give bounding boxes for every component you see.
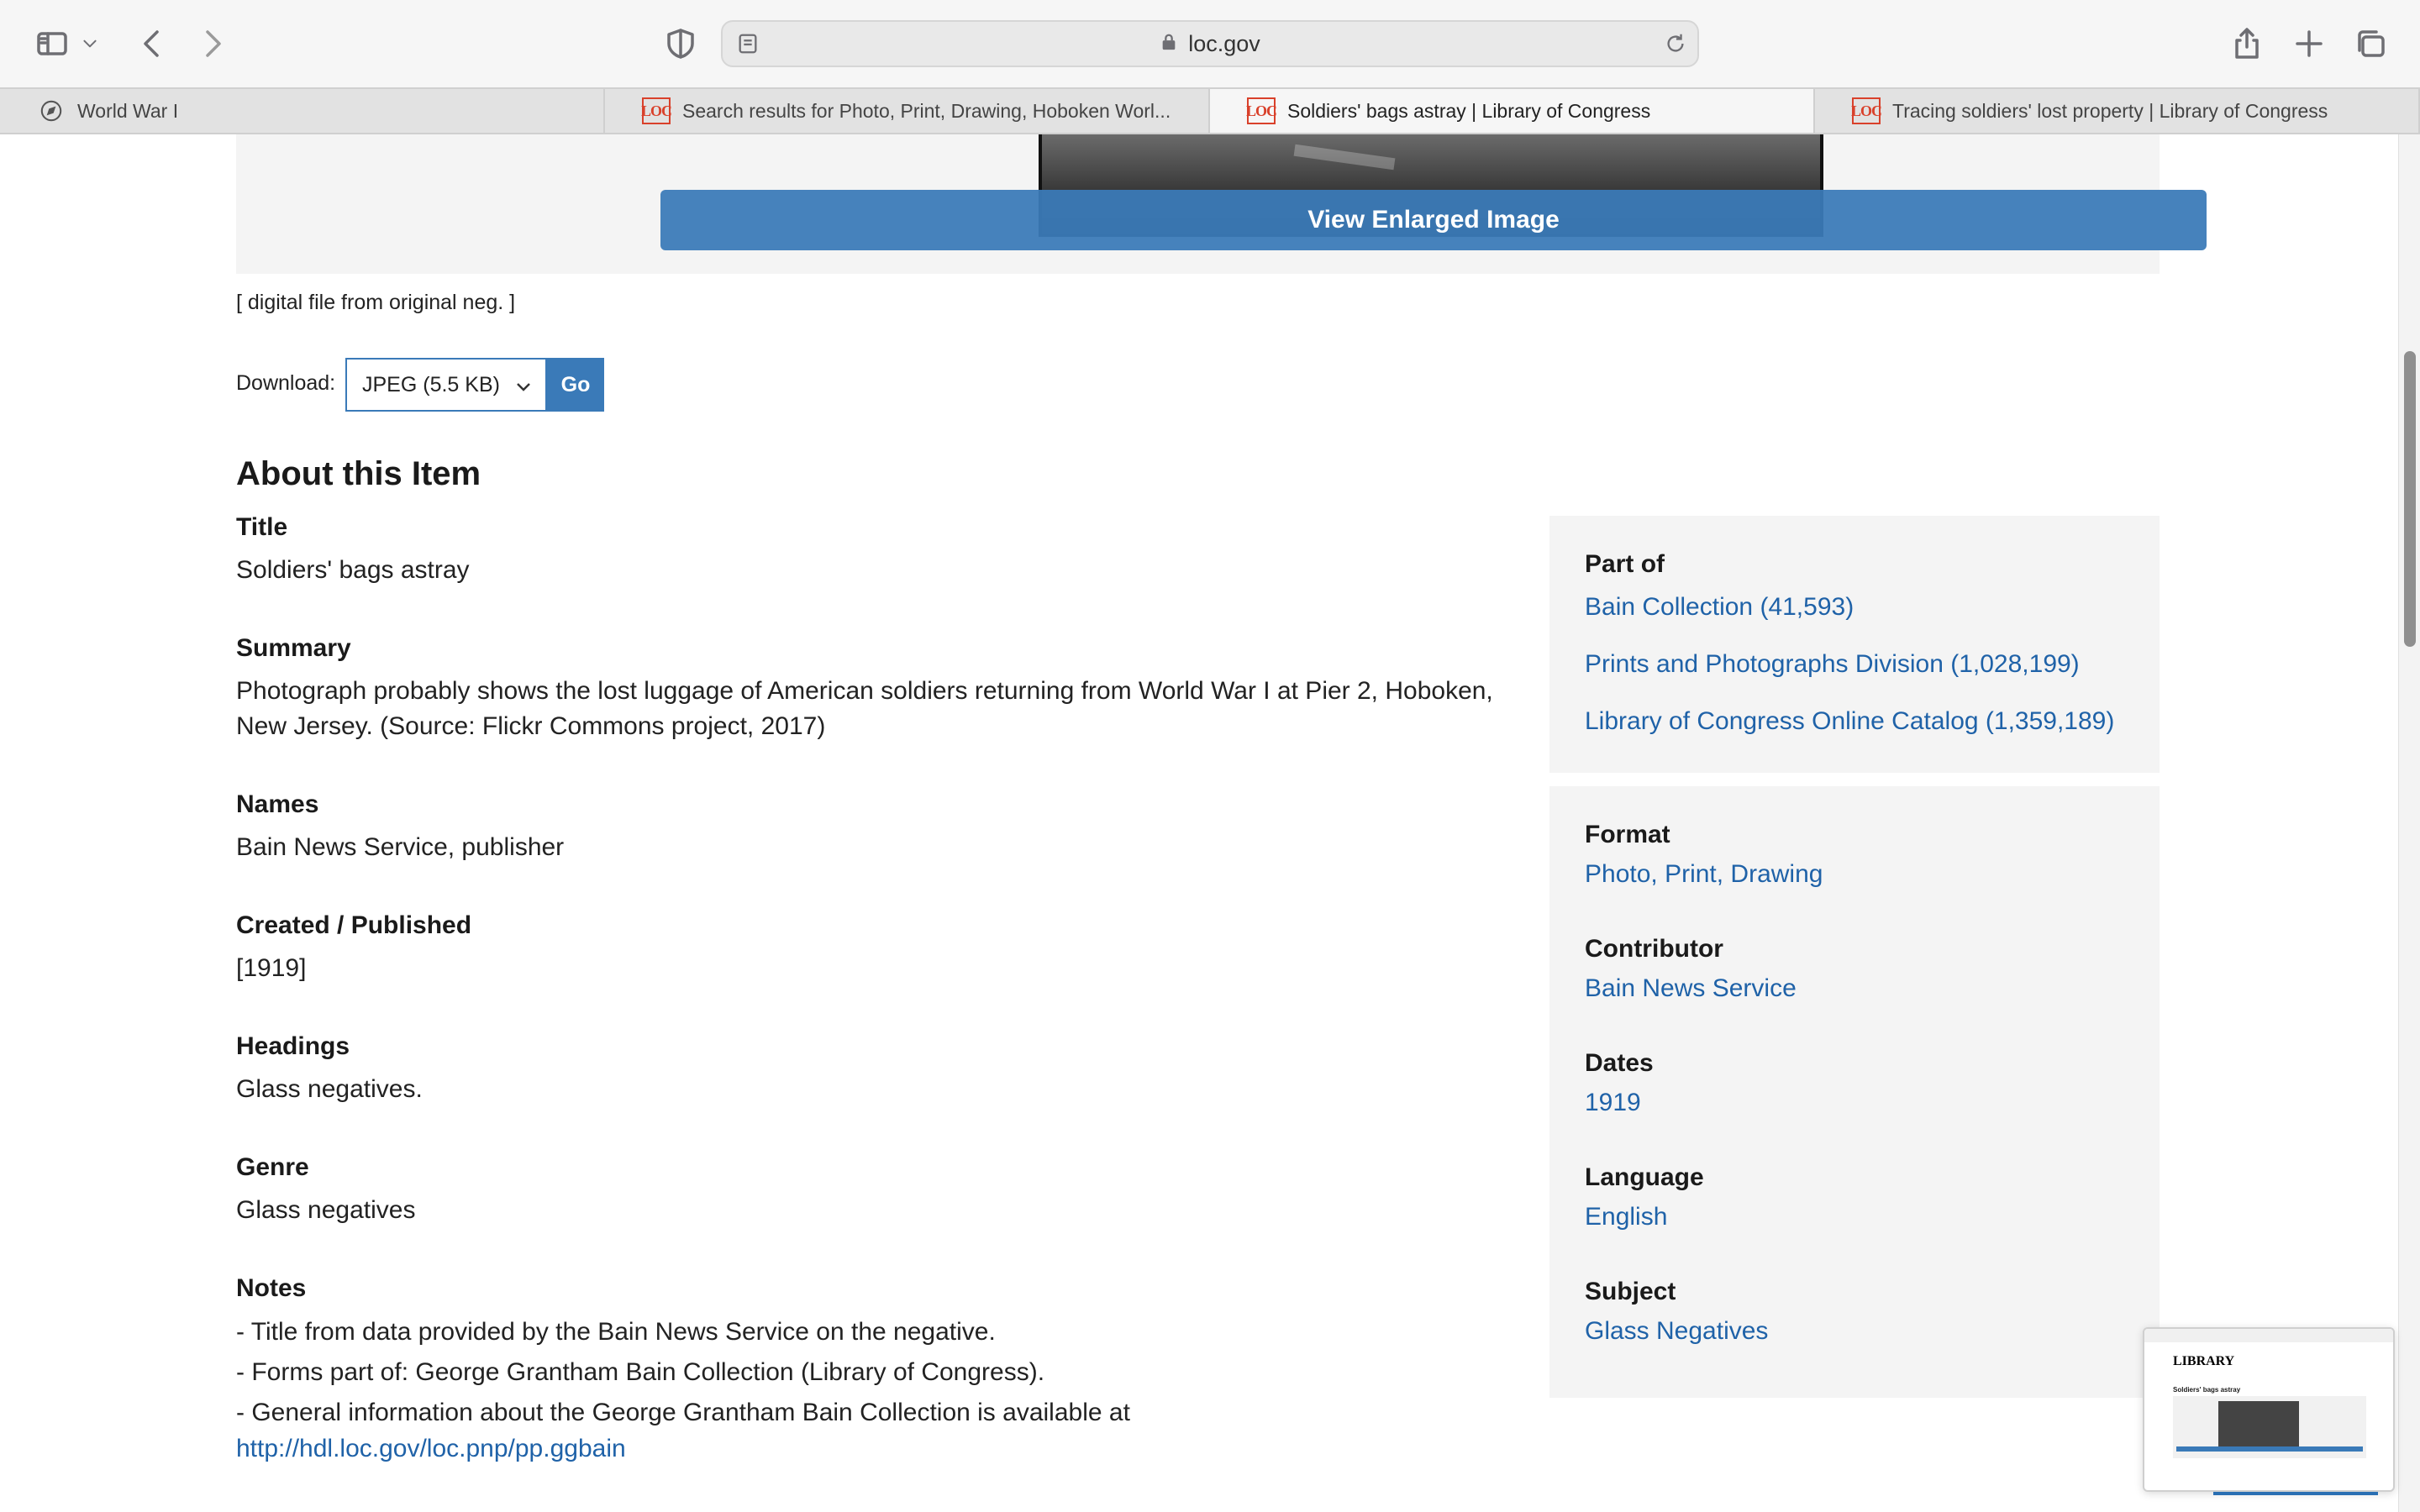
privacy-shield-icon[interactable] bbox=[660, 24, 701, 64]
contributor-link[interactable]: Bain News Service bbox=[1585, 974, 1797, 1002]
thumbnail-button bbox=[2176, 1446, 2363, 1452]
field-label: Summary bbox=[236, 634, 351, 662]
back-icon[interactable] bbox=[133, 24, 173, 64]
scrollbar-thumb[interactable] bbox=[2404, 351, 2416, 647]
url-display[interactable] bbox=[723, 22, 1697, 66]
note-item: - Forms part of: George Grantham Bain Collection (Library of Congress). bbox=[236, 1358, 1045, 1386]
loc-favicon-icon: LOC bbox=[642, 97, 671, 125]
view-enlarged-image-button[interactable]: View Enlarged Image bbox=[660, 190, 2207, 250]
tab-overview-icon[interactable] bbox=[2351, 24, 2391, 64]
language-link[interactable]: English bbox=[1585, 1203, 1668, 1231]
thumbnail-underline bbox=[2213, 1492, 2378, 1495]
page-scrollbar[interactable] bbox=[2398, 134, 2420, 1512]
part-of-box bbox=[1549, 516, 2160, 773]
field-label: Notes bbox=[236, 1274, 307, 1302]
subject-link[interactable]: Glass Negatives bbox=[1585, 1317, 1769, 1345]
chevron-down-icon[interactable] bbox=[77, 24, 103, 64]
new-tab-icon[interactable] bbox=[2289, 24, 2329, 64]
contributor-label: Contributor bbox=[1585, 935, 1723, 963]
tab-world-war-i[interactable] bbox=[0, 89, 605, 133]
part-of-label: Part of bbox=[1585, 550, 1665, 578]
part-of-link-online-catalog[interactable]: Library of Congress Online Catalog (1,359,189) bbox=[1585, 707, 2115, 735]
image-panel bbox=[236, 134, 2160, 274]
tab-label: Tracing soldiers' lost property | Library of Congress bbox=[1892, 99, 2328, 122]
format-link[interactable]: Photo, Print, Drawing bbox=[1585, 860, 1823, 888]
field-label: Title bbox=[236, 513, 288, 541]
field-label: Names bbox=[236, 790, 319, 818]
download-go-button[interactable]: Go bbox=[547, 358, 604, 412]
page-content bbox=[0, 134, 2420, 1512]
thumbnail-image bbox=[2218, 1401, 2299, 1446]
language-label: Language bbox=[1585, 1163, 1704, 1191]
dates-link[interactable]: 1919 bbox=[1585, 1089, 1641, 1116]
field-label: Headings bbox=[236, 1032, 350, 1060]
notes-link[interactable]: http://hdl.loc.gov/loc.pnp/pp.ggbain bbox=[236, 1435, 626, 1462]
field-notes bbox=[236, 1272, 1513, 1465]
tab-label: Soldiers' bags astray | Library of Congress bbox=[1287, 99, 1651, 122]
field-value bbox=[236, 674, 1513, 744]
notes-list bbox=[236, 1312, 1513, 1465]
page-preview-thumbnail[interactable] bbox=[2143, 1327, 2395, 1492]
chevron-down-icon bbox=[513, 376, 534, 396]
about-heading: About this Item bbox=[236, 455, 481, 492]
summary-line: Photograph probably shows the lost luggage of American soldiers returning from World War I at Pier 2, Hoboken, bbox=[236, 677, 1493, 705]
loc-favicon-icon: LOC bbox=[1852, 97, 1881, 125]
loc-favicon-icon: LOC bbox=[1247, 97, 1276, 125]
field-created-published bbox=[236, 909, 1513, 986]
download-format-select[interactable] bbox=[345, 358, 547, 412]
summary-line: New Jersey. (Source: Flickr Commons project, 2017) bbox=[236, 712, 826, 740]
thumbnail-topbar bbox=[2144, 1329, 2395, 1342]
field-title bbox=[236, 511, 1513, 588]
tab-tracing-lost-property[interactable] bbox=[1815, 89, 2420, 133]
forward-icon[interactable] bbox=[192, 24, 232, 64]
field-names bbox=[236, 788, 1513, 865]
format-label: Format bbox=[1585, 821, 1670, 848]
note-item: - General information about the George Grantham Bain Collection is available at bbox=[236, 1399, 1130, 1426]
url-text: loc.gov bbox=[1188, 30, 1260, 56]
image-caption: [ digital file from original neg. ] bbox=[236, 291, 516, 314]
tab-bar bbox=[0, 87, 2420, 134]
field-label: Genre bbox=[236, 1153, 309, 1181]
field-headings bbox=[236, 1030, 1513, 1107]
thumbnail-title: Soldiers' bags astray bbox=[2173, 1386, 2241, 1394]
subject-label: Subject bbox=[1585, 1278, 1676, 1305]
tab-soldiers-bags-astray[interactable] bbox=[1210, 89, 1815, 133]
thumbnail-logo: LIBRARY bbox=[2173, 1354, 2235, 1368]
field-genre bbox=[236, 1151, 1513, 1228]
field-label: Created / Published bbox=[236, 911, 472, 939]
part-of-link-prints-photographs[interactable]: Prints and Photographs Division (1,028,199) bbox=[1585, 650, 2080, 678]
address-bar[interactable] bbox=[721, 20, 1699, 67]
dates-label: Dates bbox=[1585, 1049, 1654, 1077]
download-format-value: JPEG (5.5 KB) bbox=[362, 372, 500, 396]
reload-icon[interactable] bbox=[1664, 32, 1687, 60]
tab-label: Search results for Photo, Print, Drawing, Hoboken Worl... bbox=[682, 99, 1171, 122]
field-summary bbox=[236, 632, 1513, 744]
compass-icon bbox=[37, 97, 66, 125]
download-label: Download: bbox=[236, 371, 336, 395]
field-value: Glass negatives bbox=[236, 1196, 416, 1224]
tab-search-results[interactable] bbox=[605, 89, 1210, 133]
part-of-link-bain-collection[interactable]: Bain Collection (41,593) bbox=[1585, 593, 1854, 621]
sidebar-toggle-icon[interactable] bbox=[32, 24, 72, 64]
item-facets-box bbox=[1549, 786, 2160, 1398]
note-item: - Title from data provided by the Bain News Service on the negative. bbox=[236, 1318, 996, 1346]
lock-icon bbox=[1160, 31, 1178, 57]
browser-toolbar bbox=[0, 0, 2420, 87]
field-value: [1919] bbox=[236, 954, 307, 982]
field-value: Soldiers' bags astray bbox=[236, 556, 470, 584]
field-value: Bain News Service, publisher bbox=[236, 833, 565, 861]
tab-label: World War I bbox=[77, 99, 179, 122]
field-value: Glass negatives. bbox=[236, 1075, 423, 1103]
share-icon[interactable] bbox=[2227, 24, 2267, 64]
